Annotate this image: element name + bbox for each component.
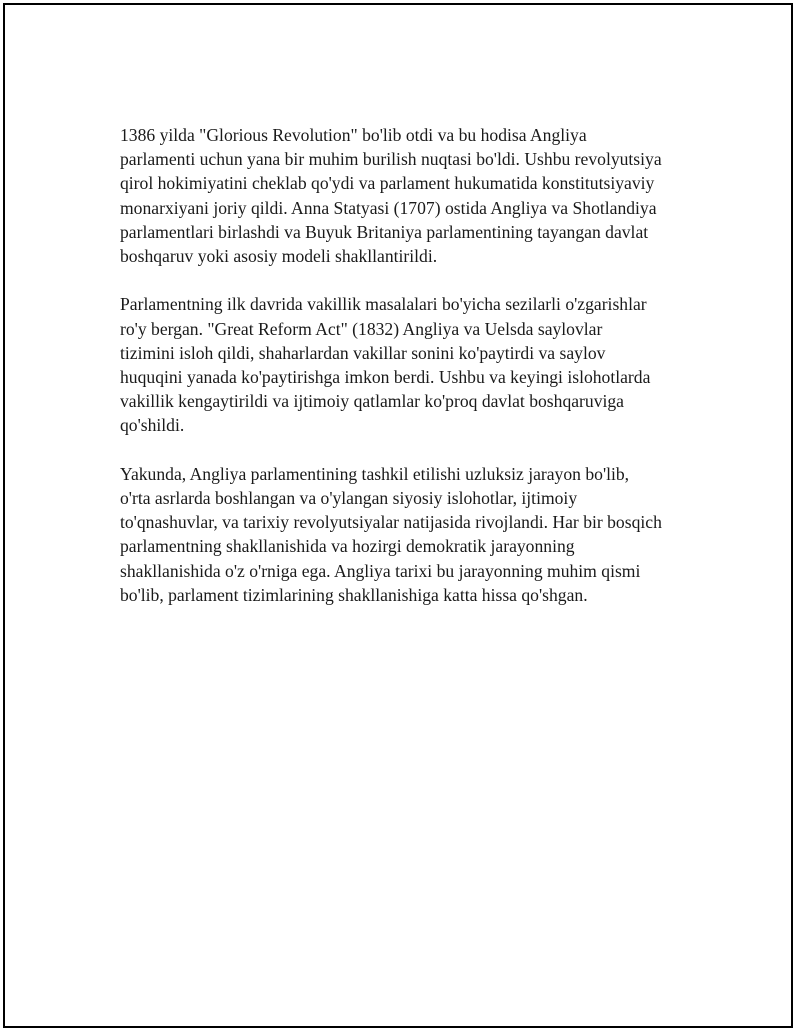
paragraph-line: monarxiyani joriy qildi. Anna Statyasi (1707) ostida Angliya va Shotlandiya [120, 197, 657, 218]
paragraph-2 [120, 292, 700, 437]
paragraph-line: parlamentlari birlashdi va Buyuk Britaniya parlamentining tayangan davlat [120, 221, 649, 242]
paragraph-line: qirol hokimiyatini cheklab qo'ydi va parlament hukumatida konstitutsiyaviy [120, 173, 655, 194]
paragraph-line: bo'lib, parlament tizimlarining shakllanishiga katta hissa qo'shgan. [120, 584, 588, 605]
paragraph-line: Parlamentning ilk davrida vakillik masalalari bo'yicha sezilarli o'zgarishlar [120, 294, 647, 315]
document-body [120, 123, 700, 631]
document-page [3, 3, 793, 1028]
paragraph-line: o'rta asrlarda boshlangan va o'ylangan siyosiy islohotlar, ijtimoiy [120, 488, 578, 509]
paragraph-line: 1386 yilda "Glorious Revolution" bo'lib otdi va bu hodisa Angliya [120, 125, 587, 145]
paragraph-line: vakillik kengaytirildi va ijtimoiy qatlamlar ko'proq davlat boshqaruviga [120, 391, 624, 412]
paragraph-3 [120, 462, 700, 607]
paragraph-line: huquqini yanada ko'paytirishga imkon berdi. Ushbu va keyingi islohotlarda [120, 367, 651, 388]
paragraph-line: Yakunda, Angliya parlamentining tashkil etilishi uzluksiz jarayon bo'lib, [120, 463, 630, 484]
paragraph-line: ro'y bergan. "Great Reform Act" (1832) Angliya va Uelsda saylovlar [120, 318, 603, 339]
paragraph-line: parlamentning shakllanishida va hozirgi demokratik jarayonning [120, 536, 575, 557]
paragraph-line: qo'shildi. [120, 415, 185, 436]
paragraph-line: parlamenti uchun yana bir muhim burilish nuqtasi bo'ldi. Ushbu revolyutsiya [120, 149, 662, 170]
paragraph-line: shakllanishida o'z o'rniga ega. Angliya tarixi bu jarayonning muhim qismi [120, 560, 641, 581]
paragraph-line: boshqaruv yoki asosiy modeli shakllantirildi. [120, 246, 438, 267]
paragraph-line: to'qnashuvlar, va tarixiy revolyutsiyalar natijasida rivojlandi. Har bir bosqich [120, 512, 662, 533]
paragraph-line: tizimini isloh qildi, shaharlardan vakillar sonini ko'paytirdi va saylov [120, 342, 606, 363]
paragraph-1 [120, 123, 700, 268]
